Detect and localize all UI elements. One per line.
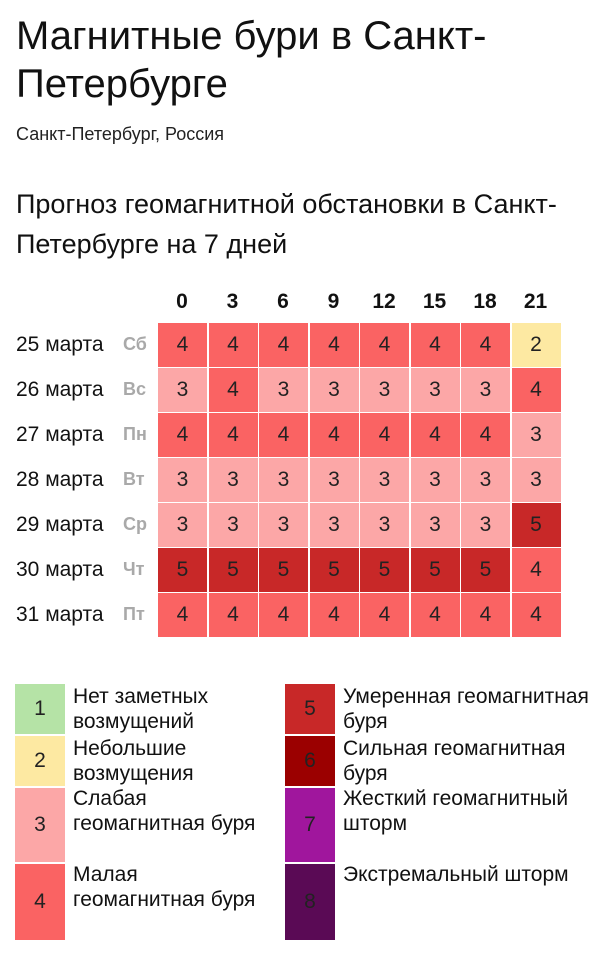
hour-label: 3 [226, 290, 239, 313]
kp-cell: 3 [460, 367, 511, 413]
kp-cell: 4 [309, 412, 360, 458]
kp-cell: 4 [511, 547, 562, 593]
legend-swatch: 7 [285, 788, 335, 862]
kp-cell: 3 [410, 457, 461, 503]
row-date: 30 марта [16, 558, 104, 581]
hour-label: 0 [176, 290, 188, 313]
kp-cell: 4 [460, 592, 511, 638]
page-title: Магнитные бури в Санкт-Петербурге [16, 14, 487, 106]
legend-swatch: 6 [285, 736, 335, 786]
kp-cell: 3 [157, 502, 208, 548]
kp-cell: 4 [359, 412, 410, 458]
kp-cell: 5 [258, 547, 309, 593]
kp-cell: 3 [157, 367, 208, 413]
kp-cell: 3 [460, 457, 511, 503]
kp-cell: 3 [208, 502, 259, 548]
kp-cell: 4 [208, 412, 259, 458]
kp-cell: 4 [208, 592, 259, 638]
legend-swatch: 1 [15, 684, 65, 734]
row-weekday: Пн [123, 424, 147, 444]
kp-cell: 3 [258, 502, 309, 548]
row-date: 28 марта [16, 468, 104, 491]
kp-cell: 3 [359, 457, 410, 503]
legend-swatch: 3 [15, 788, 65, 862]
kp-cell: 3 [511, 457, 562, 503]
kp-cell: 4 [410, 322, 461, 368]
kp-cell: 3 [309, 457, 360, 503]
kp-cell: 4 [258, 322, 309, 368]
legend-label: Экстремальный шторм [343, 863, 569, 886]
kp-cell: 5 [208, 547, 259, 593]
row-weekday: Ср [123, 514, 147, 534]
kp-cell: 5 [359, 547, 410, 593]
legend-swatch: 8 [285, 864, 335, 940]
legend-label: Слабая геомагнитная буря [73, 787, 256, 835]
kp-cell: 2 [511, 322, 562, 368]
row-weekday: Пт [123, 604, 145, 624]
forecast-grid [0, 288, 600, 638]
row-date: 29 марта [16, 513, 104, 536]
location-subtitle: Санкт-Петербург, Россия [16, 124, 225, 144]
kp-cell: 3 [410, 367, 461, 413]
legend-label: Небольшие возмущения [73, 737, 194, 785]
kp-cell: 3 [511, 412, 562, 458]
kp-cell: 3 [258, 367, 309, 413]
legend-swatch: 2 [15, 736, 65, 786]
row-weekday: Сб [123, 334, 147, 354]
hour-label: 15 [422, 290, 447, 313]
legend-label: Малая геомагнитная буря [73, 863, 256, 911]
kp-cell: 4 [157, 412, 208, 458]
hour-label: 21 [523, 290, 548, 313]
kp-cell: 5 [511, 502, 562, 548]
kp-cell: 3 [410, 502, 461, 548]
kp-cell: 4 [410, 592, 461, 638]
legend-label: Умеренная геомагнитная буря [343, 685, 589, 733]
row-weekday: Вт [123, 469, 145, 489]
hour-label: 18 [473, 290, 497, 313]
legend-swatch: 5 [285, 684, 335, 734]
kp-cell: 4 [359, 592, 410, 638]
kp-cell: 4 [157, 592, 208, 638]
kp-cell: 3 [460, 502, 511, 548]
kp-cell: 3 [157, 457, 208, 503]
kp-cell: 4 [460, 322, 511, 368]
legend-label: Нет заметных возмущений [73, 685, 209, 733]
kp-cell: 5 [309, 547, 360, 593]
kp-cell: 4 [208, 322, 259, 368]
legend-label: Жесткий геомагнитный шторм [343, 787, 569, 835]
kp-cell: 4 [511, 367, 562, 413]
legend-swatch: 4 [15, 864, 65, 940]
legend-label: Сильная геомагнитная буря [343, 737, 566, 785]
kp-cell: 5 [460, 547, 511, 593]
kp-cell: 4 [410, 412, 461, 458]
kp-cell: 4 [359, 322, 410, 368]
kp-cell: 3 [208, 457, 259, 503]
row-weekday: Чт [123, 559, 145, 579]
kp-cell: 3 [309, 502, 360, 548]
row-date: 31 марта [16, 603, 104, 626]
kp-cell: 3 [359, 367, 410, 413]
row-date: 27 марта [16, 423, 104, 446]
row-date: 25 марта [16, 333, 104, 356]
row-weekday: Вс [123, 379, 147, 399]
kp-cell: 3 [359, 502, 410, 548]
hour-label: 9 [327, 290, 340, 313]
kp-cell: 5 [157, 547, 208, 593]
hour-label: 6 [277, 290, 289, 313]
kp-cell: 4 [208, 367, 259, 413]
kp-cell: 4 [258, 412, 309, 458]
hour-label: 12 [372, 290, 396, 313]
kp-cell: 3 [258, 457, 309, 503]
kp-cell: 4 [309, 592, 360, 638]
forecast-title: Прогноз геомагнитной обстановки в Санкт-Петербурге на 7 дней [16, 189, 557, 259]
kp-cell: 4 [511, 592, 562, 638]
kp-cell: 4 [258, 592, 309, 638]
kp-cell: 5 [410, 547, 461, 593]
row-date: 26 марта [16, 378, 104, 401]
kp-cell: 3 [309, 367, 360, 413]
kp-cell: 4 [309, 322, 360, 368]
kp-cell: 4 [157, 322, 208, 368]
kp-cell: 4 [460, 412, 511, 458]
